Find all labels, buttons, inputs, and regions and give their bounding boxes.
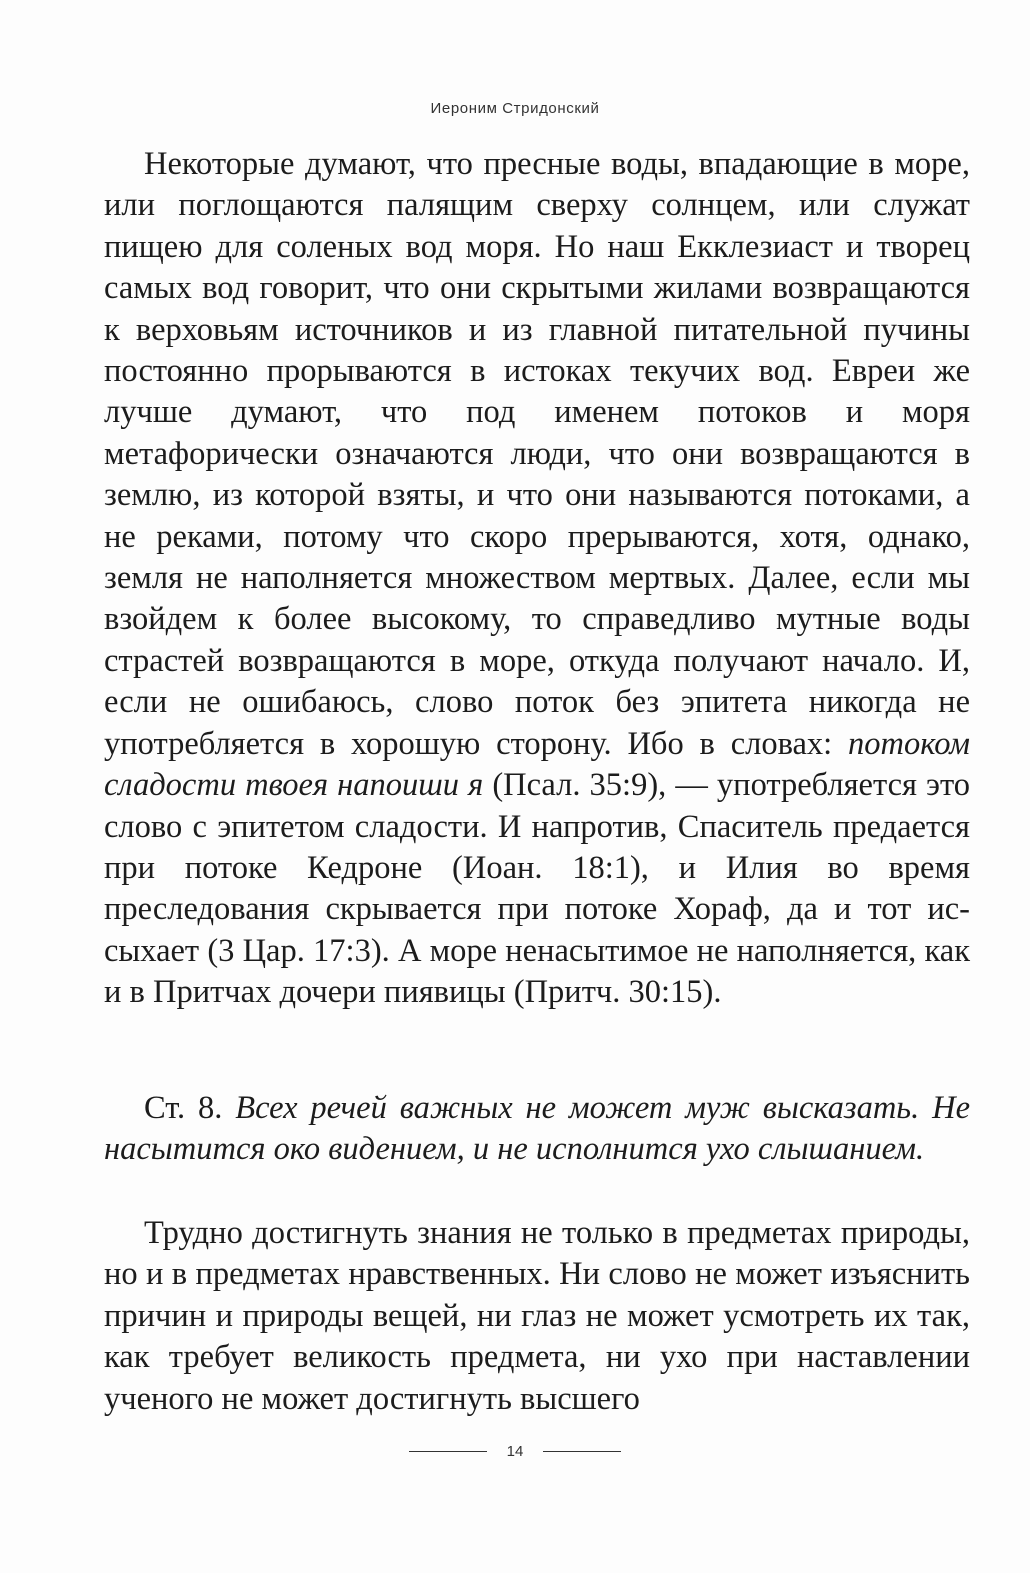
page-number: 14 — [506, 1443, 524, 1460]
body-paragraph-2 — [104, 1213, 970, 1420]
paragraph-2-text: Трудно достигнуть знания не только в предметах природы, но и в предметах нравственных. Ни слово не может изъяснить причин и природы вещей, ни глаз не может усмотреть их так, как требует великость предмета, ни ухо при наставлении ученого не может достигнуть высшего — [104, 1215, 970, 1417]
folio-rule-left — [409, 1451, 487, 1452]
running-head: Иероним Стридонский — [430, 100, 600, 117]
paragraph-1-part-1: Некоторые думают, что пресные воды, впадающие в море, или поглощаются палящим сверху солнцем, или служат пищею для соленых вод моря. Но наш Екклезиаст и творец самых вод говорит, что они скрытыми жилами возвращаются к верховьям источников и из главной питательной пучины постоянно прорываются в истоках текучих вод. Евреи же лучше думают, что под именем потоков и моря метафорически означаются люди, что они возвращаются в землю, из которой взяты, и что они называются потоками, а не реками, потому что скоро прерываются, хотя, однако, земля не наполняется множеством мертвых. Далее, если мы взойдем к более высокому, то справедливо мутные воды страстей возвращаются в море, откуда получают начало. И, если не ошибаюсь, слово поток без эпитета никогда не употребляется в хорошую сторону. Ибо в словах: — [104, 146, 970, 762]
verse-text — [104, 1088, 970, 1171]
folio-rule-right — [543, 1451, 621, 1452]
verse-block — [104, 1088, 970, 1171]
psalm-quote: потоком сладости твоея напоиши я — [104, 725, 970, 804]
verse-quote: Всех речей важных не может муж высказать. Не насытится око видением, и не исполнится ухо слышанием. — [104, 1090, 970, 1168]
body-paragraph-1 — [104, 144, 970, 1014]
paragraph-1-part-2: (Псал. 35:9), — употребляется это слово с эпитетом сладости. И напротив, Спаситель предается при потоке Кедроне (Иоан. 18:1), и Илия во время преследования скрывается при потоке Хораф, да и тот иссыхает (3 Цар. 17:3). А море ненасытимое не наполняется, как и в Притчах дочери пиявицы (Притч. 30:15). — [104, 767, 971, 1011]
paragraph-text — [104, 144, 970, 1014]
page-folio — [0, 1443, 1030, 1460]
verse-label: Ст. 8. — [144, 1090, 236, 1126]
